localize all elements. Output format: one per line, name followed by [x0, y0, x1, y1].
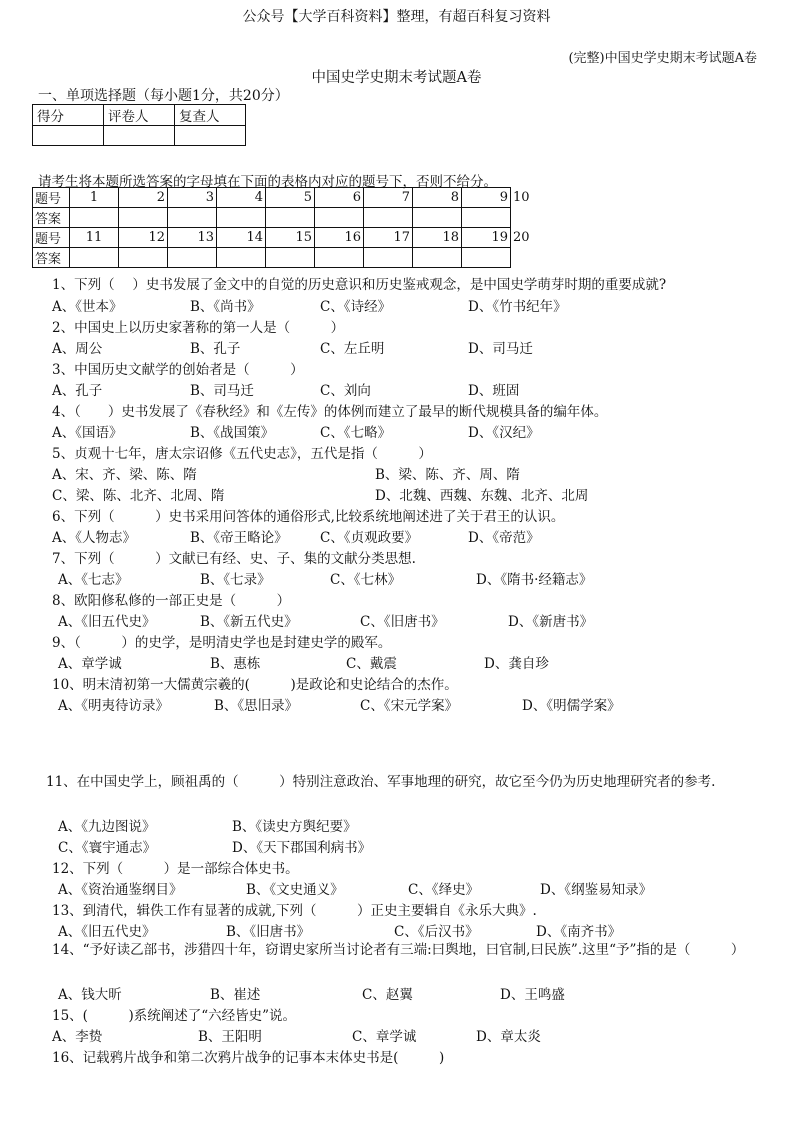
answer-cell[interactable] — [413, 208, 462, 228]
question-stem: 5、贞观十七年，唐太宗诏修《五代史志》，五代是指（ ） — [52, 446, 432, 462]
option: B、孔子 — [190, 341, 241, 357]
page-title: 中国史学史期末考试题A卷 — [311, 70, 482, 86]
question-stem: 1、下列（ ）史书发展了金文中的自觉的历史意识和历史鉴戒观念，是中国史学萌芽时期的重要成就? — [52, 277, 667, 293]
option: C、赵翼 — [362, 987, 413, 1003]
document-header: (完整)中国史学史期末考试题A卷 — [568, 51, 757, 66]
option: A、《明夷待访录》 — [58, 698, 169, 714]
option: C、《贞观政要》 — [320, 530, 419, 546]
grid-label: 答案 — [33, 248, 70, 268]
answer-cell[interactable] — [364, 248, 413, 268]
answer-cell[interactable] — [266, 248, 315, 268]
question-stem: 12、下列（ ）是一部综合体史书。 — [52, 861, 299, 877]
option: A、《国语》 — [52, 425, 123, 441]
score-cell[interactable] — [33, 126, 104, 146]
option: A、《七志》 — [58, 572, 129, 588]
grid-spacer — [511, 208, 560, 228]
option: A、宋、齐、梁、陈、隋 — [52, 467, 197, 483]
option: D、章太炎 — [476, 1029, 541, 1045]
option: D、《明儒学案》 — [522, 698, 621, 714]
option: C、左丘明 — [320, 341, 385, 357]
answer-cell[interactable] — [462, 248, 511, 268]
option: C、《后汉书》 — [394, 924, 479, 940]
question-stem: 16、记载鸦片战争和第二次鸦片战争的记事本末体史书是( ) — [52, 1050, 445, 1066]
option: D、《纲鉴易知录》 — [540, 882, 653, 898]
banner: 公众号【大学百科资料】整理，有超百科复习资料 — [242, 9, 551, 25]
option: D、王鸣盛 — [500, 987, 565, 1003]
answer-cell[interactable] — [70, 248, 119, 268]
answer-cell[interactable] — [217, 208, 266, 228]
answer-cell[interactable] — [462, 208, 511, 228]
option: D、《汉纪》 — [468, 425, 540, 441]
question-stem: 11、在中国史学上，顾祖禹的（ ）特别注意政治、军事地理的研究，故它至今仍为历史地理研究者的参考. — [46, 774, 716, 790]
grid-num: 9 — [462, 188, 511, 208]
answer-cell[interactable] — [119, 208, 168, 228]
question-stem: 4、（ ）史书发展了《春秋经》和《左传》的体例而建立了最早的断代规模具备的编年体。 — [52, 404, 608, 420]
section-heading: 一、单项选择题（每小题1分，共20分） — [38, 88, 289, 104]
option: C、《宋元学案》 — [360, 698, 459, 714]
option: C、《绎史》 — [408, 882, 480, 898]
score-table — [32, 104, 246, 146]
option: A、章学诚 — [58, 656, 122, 672]
option: C、《诗经》 — [320, 299, 392, 315]
grid-num: 11 — [70, 228, 119, 248]
option: B、《七录》 — [200, 572, 271, 588]
option: A、李贽 — [52, 1029, 103, 1045]
option: B、崔述 — [210, 987, 261, 1003]
grid-num: 18 — [413, 228, 462, 248]
option: B、《新五代史》 — [200, 614, 298, 630]
grid-label: 答案 — [33, 208, 70, 228]
answer-cell[interactable] — [315, 248, 364, 268]
grid-num: 3 — [168, 188, 217, 208]
answer-cell[interactable] — [315, 208, 364, 228]
option: C、《寰宇通志》 — [58, 840, 157, 856]
question-stem: 7、下列（ ）文献已有经、史、子、集的文献分类思想. — [52, 551, 416, 567]
option: D、司马迁 — [468, 341, 533, 357]
option: B、《思旧录》 — [214, 698, 299, 714]
grid-num: 7 — [364, 188, 413, 208]
grid-num: 16 — [315, 228, 364, 248]
option: C、刘向 — [320, 383, 371, 399]
answer-cell[interactable] — [119, 248, 168, 268]
reviewer-cell[interactable] — [175, 126, 246, 146]
answer-cell[interactable] — [168, 248, 217, 268]
question-stem: 15、( )系统阐述了“六经皆史”说。 — [52, 1008, 297, 1024]
grid-tail: 10 — [513, 190, 530, 205]
option: C、《七林》 — [330, 572, 402, 588]
answer-cell[interactable] — [217, 248, 266, 268]
grid-num: 15 — [266, 228, 315, 248]
score-header: 得分 — [33, 105, 104, 126]
option: A、《旧五代史》 — [58, 924, 156, 940]
option: C、梁、陈、北齐、北周、隋 — [52, 488, 225, 504]
answer-cell[interactable] — [413, 248, 462, 268]
question-stem: 9、（ ）的史学，是明清史学也是封建史学的殿军。 — [52, 635, 392, 651]
grid-num: 1 — [70, 188, 119, 208]
question-stem: 10、明末清初第一大儒黄宗羲的( )是政论和史论结合的杰作。 — [52, 677, 458, 693]
instruction: 请考生将本题所选答案的字母填在下面的表格内对应的题号下，否则不给分。 — [38, 174, 497, 190]
question-stem: 13、到清代，辑佚工作有显著的成就,下列（ ）正史主要辑自《永乐大典》. — [52, 903, 537, 919]
grid-num: 4 — [217, 188, 266, 208]
option: D、北魏、西魏、东魏、北齐、北周 — [375, 488, 589, 504]
option: B、《读史方舆纪要》 — [232, 819, 357, 835]
grid-num: 19 — [462, 228, 511, 248]
option: A、《旧五代史》 — [58, 614, 156, 630]
option: B、《旧唐书》 — [226, 924, 311, 940]
option: D、《隋书·经籍志》 — [476, 572, 593, 588]
grid-label: 题号 — [33, 228, 70, 248]
option: B、惠栋 — [210, 656, 261, 672]
option: A、周公 — [52, 341, 103, 357]
grid-num: 5 — [266, 188, 315, 208]
question-stem: 14、“予好读乙部书，涉猎四十年，窃谓史家所当讨论者有三端:曰舆地，曰官制,曰民族”.这里“予”指的是（ ） — [52, 942, 745, 958]
question-stem: 8、欧阳修私修的一部正史是（ ） — [52, 593, 291, 609]
option: D、《帝范》 — [468, 530, 540, 546]
option: C、《旧唐书》 — [360, 614, 445, 630]
option: D、龚自珍 — [484, 656, 549, 672]
option: A、《资治通鉴纲目》 — [58, 882, 183, 898]
option: D、《竹书纪年》 — [468, 299, 567, 315]
option: C、戴震 — [346, 656, 397, 672]
answer-grid — [32, 187, 560, 268]
option: D、《南齐书》 — [536, 924, 622, 940]
option: D、班固 — [468, 383, 520, 399]
option: C、《七略》 — [320, 425, 392, 441]
answer-cell[interactable] — [168, 208, 217, 228]
option: A、《世本》 — [52, 299, 123, 315]
option: B、《尚书》 — [190, 299, 261, 315]
option: A、《九边图说》 — [58, 819, 156, 835]
grid-num: 2 — [119, 188, 168, 208]
option: B、司马迁 — [190, 383, 254, 399]
option: D、《新唐书》 — [508, 614, 594, 630]
grid-num: 6 — [315, 188, 364, 208]
grader-cell[interactable] — [104, 126, 175, 146]
grid-num: 14 — [217, 228, 266, 248]
answer-cell[interactable] — [266, 208, 315, 228]
grid-num: 13 — [168, 228, 217, 248]
option: C、章学诚 — [352, 1029, 417, 1045]
grid-num: 8 — [413, 188, 462, 208]
grid-tail: 20 — [513, 230, 530, 245]
option: B、王阳明 — [198, 1029, 262, 1045]
question-stem: 6、下列（ ）史书采用问答体的通俗形式,比较系统地阐述进了关于君王的认识。 — [52, 509, 565, 525]
option: B、梁、陈、齐、周、隋 — [375, 467, 520, 483]
grid-spacer — [511, 248, 560, 268]
grid-num: 17 — [364, 228, 413, 248]
answer-cell[interactable] — [70, 208, 119, 228]
question-stem: 2、中国史上以历史家著称的第一人是（ ） — [52, 320, 345, 336]
question-stem: 3、中国历史文献学的创始者是（ ） — [52, 362, 304, 378]
reviewer-header: 复查人 — [175, 105, 246, 126]
grid-label: 题号 — [33, 188, 70, 208]
option: D、《天下郡国利病书》 — [232, 840, 372, 856]
option: A、孔子 — [52, 383, 103, 399]
option: A、《人物志》 — [52, 530, 136, 546]
option: B、《文史通义》 — [246, 882, 344, 898]
grid-num: 12 — [119, 228, 168, 248]
answer-cell[interactable] — [364, 208, 413, 228]
grader-header: 评卷人 — [104, 105, 175, 126]
option: B、《战国策》 — [190, 425, 275, 441]
option: B、《帝王略论》 — [190, 530, 288, 546]
option: A、钱大昕 — [58, 987, 122, 1003]
